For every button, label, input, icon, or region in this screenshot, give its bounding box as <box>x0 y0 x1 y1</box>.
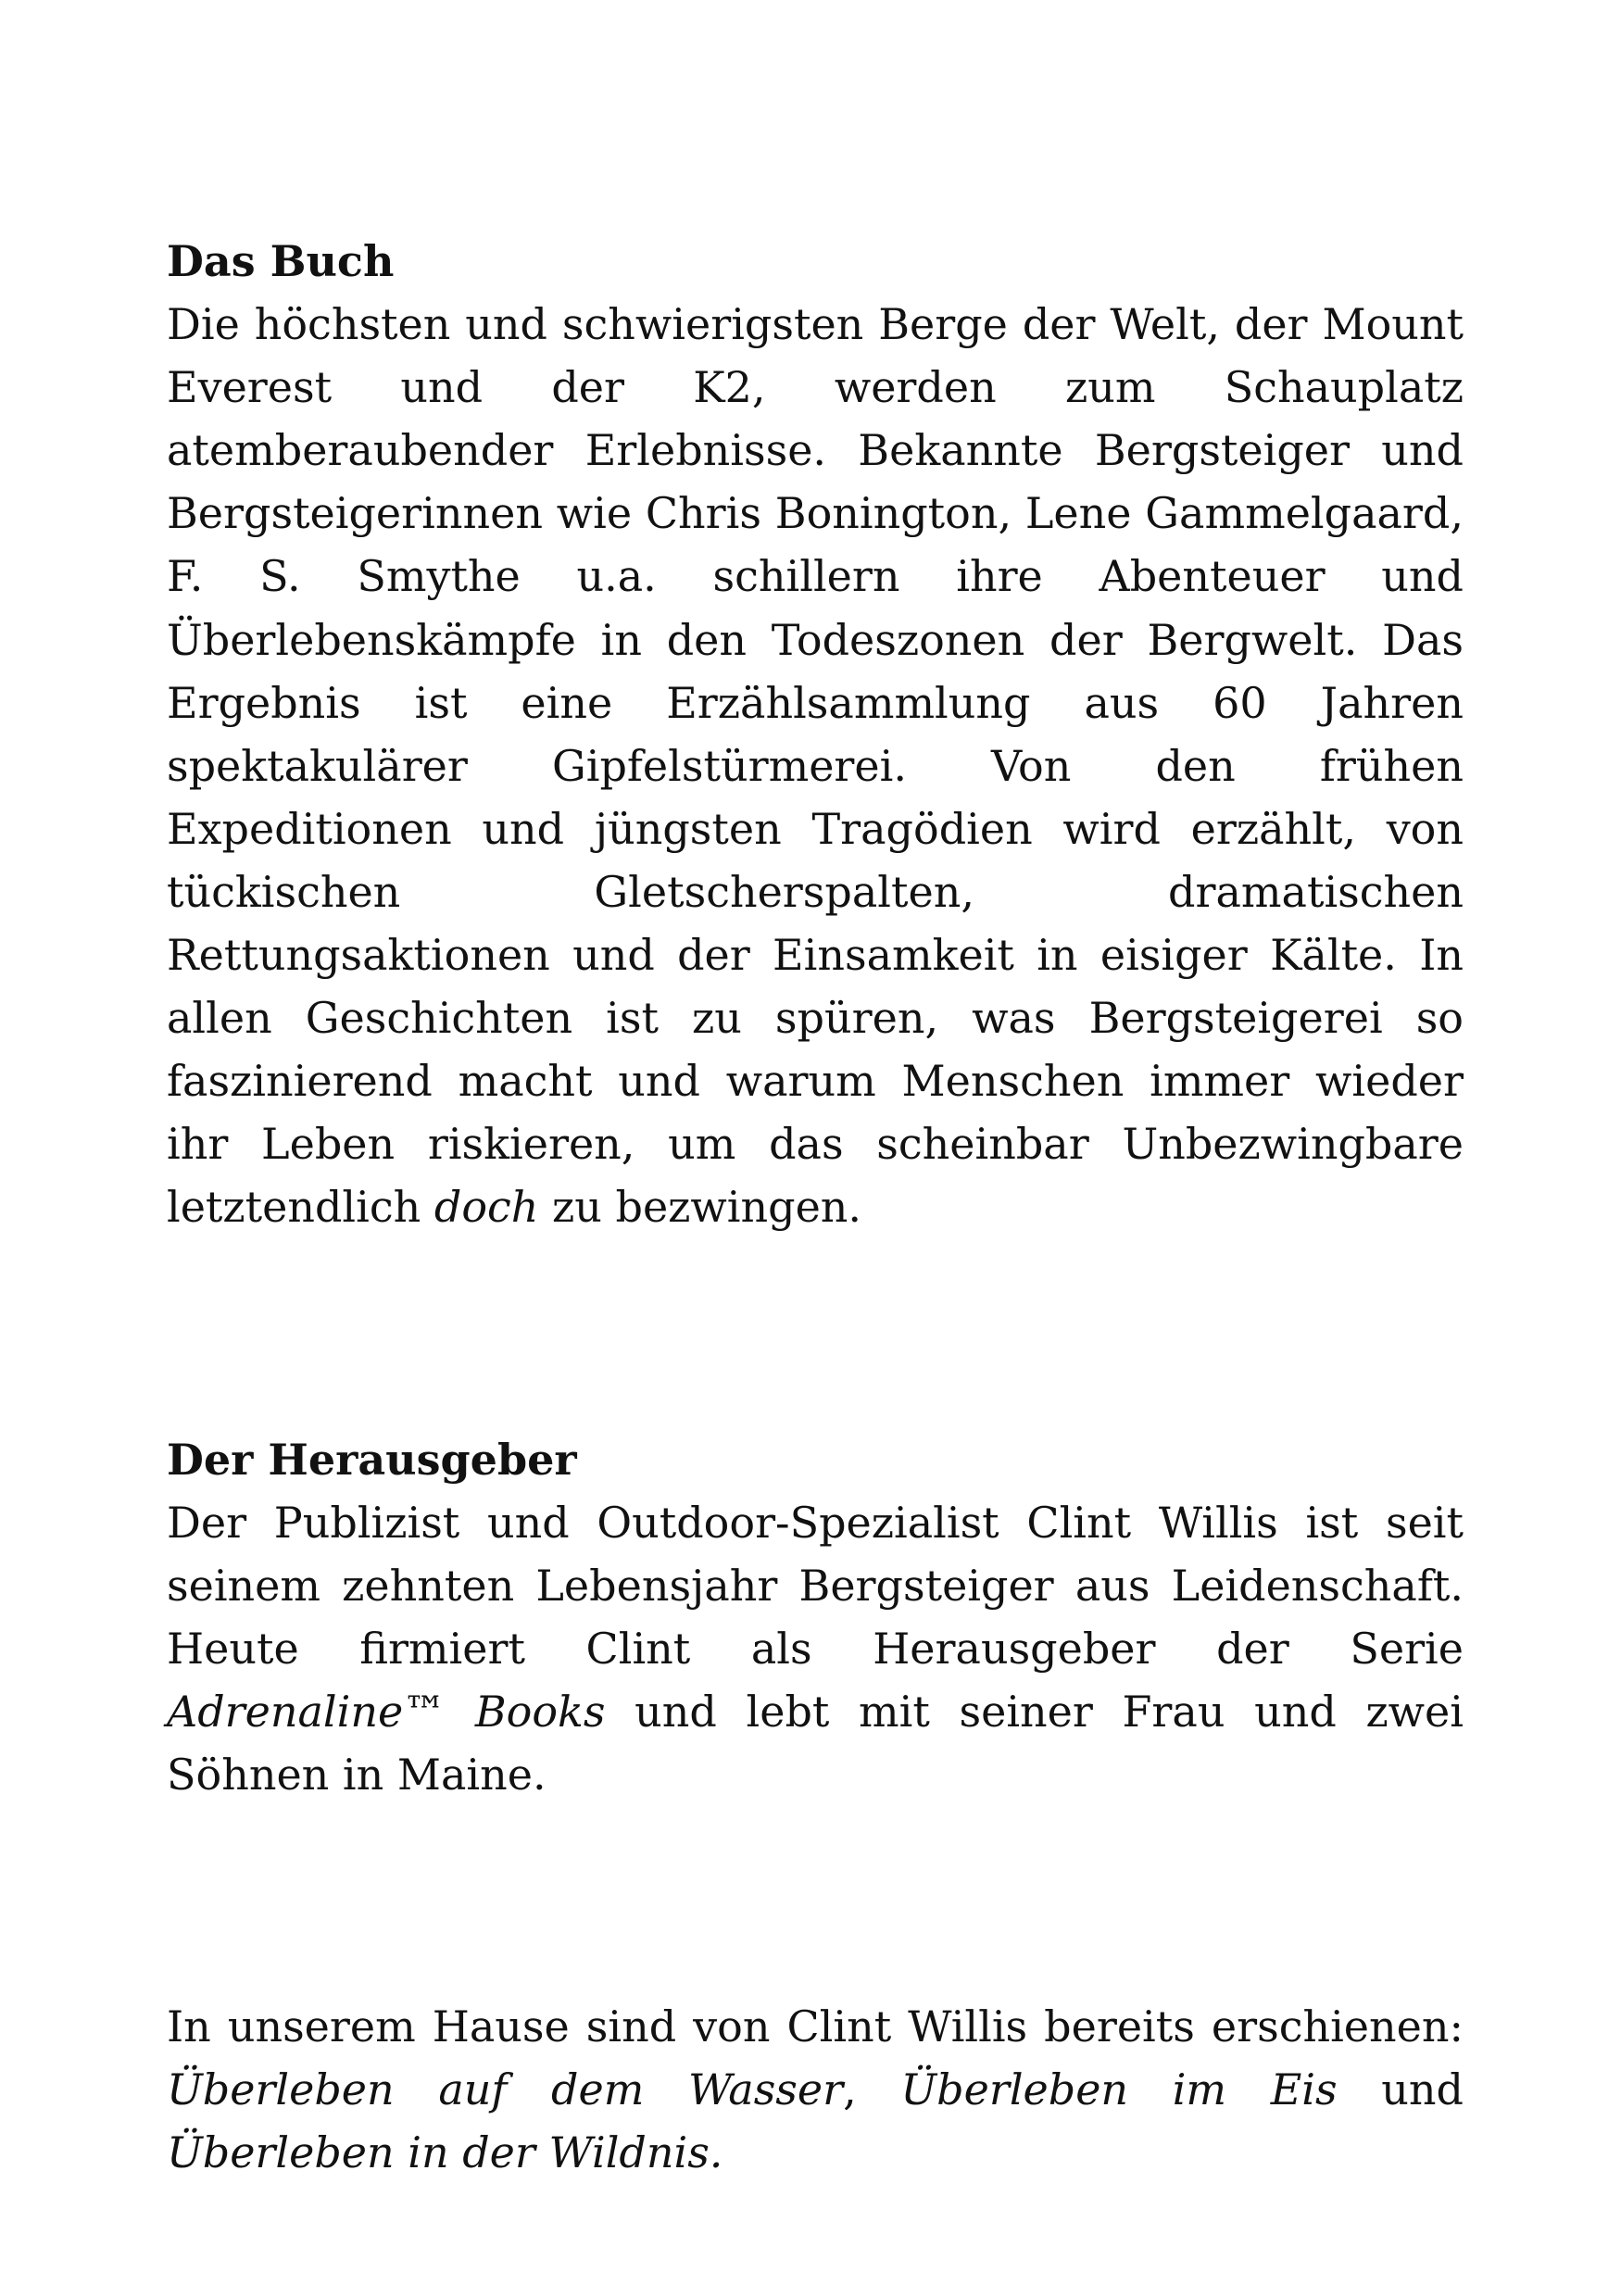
paragraph-das-buch-italic: doch <box>434 1182 539 1233</box>
heading-herausgeber: Der Herausgeber <box>167 1434 577 1485</box>
also-intro: In unserem Hause sind von Clint Willis bereits erschienen: <box>167 2001 1464 2052</box>
separator-2: und <box>1337 2064 1464 2115</box>
section-spacer <box>167 1239 1464 1428</box>
section-herausgeber <box>167 1428 1464 1807</box>
heading-das-buch: Das Buch <box>167 236 395 286</box>
paragraph-herausgeber-end: und lebt mit seiner Frau und zwei Söhnen in Maine. <box>167 1686 1464 1800</box>
paragraph-das-buch <box>167 293 1464 1238</box>
paragraph-das-buch-text: Die höchsten und schwierigsten Berge der Welt, der Mount Everest und der K2, werden zum Schauplatz atemberaubender Erlebnisse. Bekannte Bergsteiger und Bergsteigerinnen wie Chris Bonington, Lene Gammelgaard, F. S. Smythe u.a. schillern ihre Abenteuer und Überlebenskämpfe in den Todeszonen der Bergwelt. Das Ergebnis ist eine Erzählsammlung aus 60 Jahren spektakulärer Gipfelstürmerei. Von den frühen Expeditionen und jüngsten Tragödien wird erzählt, von tückischen Gletscherspalten, dramatischen Rettungsaktionen und der Einsamkeit in eisiger Kälte. In allen Geschichten ist zu spüren, was Bergsteigerei so faszinierend macht und warum Menschen immer wieder ihr Leben riskieren, um das scheinbar Unbezwingbare letztendlich <box>167 299 1464 1233</box>
series-title: Adrenaline™ Books <box>167 1686 606 1737</box>
book-title-2: Überleben im Eis <box>900 2064 1338 2115</box>
book-title-3: Überleben in der Wildnis. <box>167 2127 723 2178</box>
separator-1: , <box>843 2064 901 2115</box>
page-content <box>167 230 1464 2184</box>
section-spacer <box>167 1806 1464 1995</box>
paragraph-herausgeber-text: Der Publizist und Outdoor-Spezialist Clint Willis ist seit seinem zehnten Lebensjahr Bergsteiger aus Leidenschaft. Heute firmiert Clint als Herausgeber der Serie <box>167 1497 1464 1674</box>
paragraph-herausgeber <box>167 1491 1464 1806</box>
section-also-published <box>167 1995 1464 2184</box>
paragraph-also-published <box>167 1995 1464 2184</box>
section-das-buch <box>167 230 1464 1239</box>
book-title-1: Überleben auf dem Wasser <box>167 2064 844 2115</box>
paragraph-das-buch-end: zu bezwingen. <box>538 1182 862 1233</box>
